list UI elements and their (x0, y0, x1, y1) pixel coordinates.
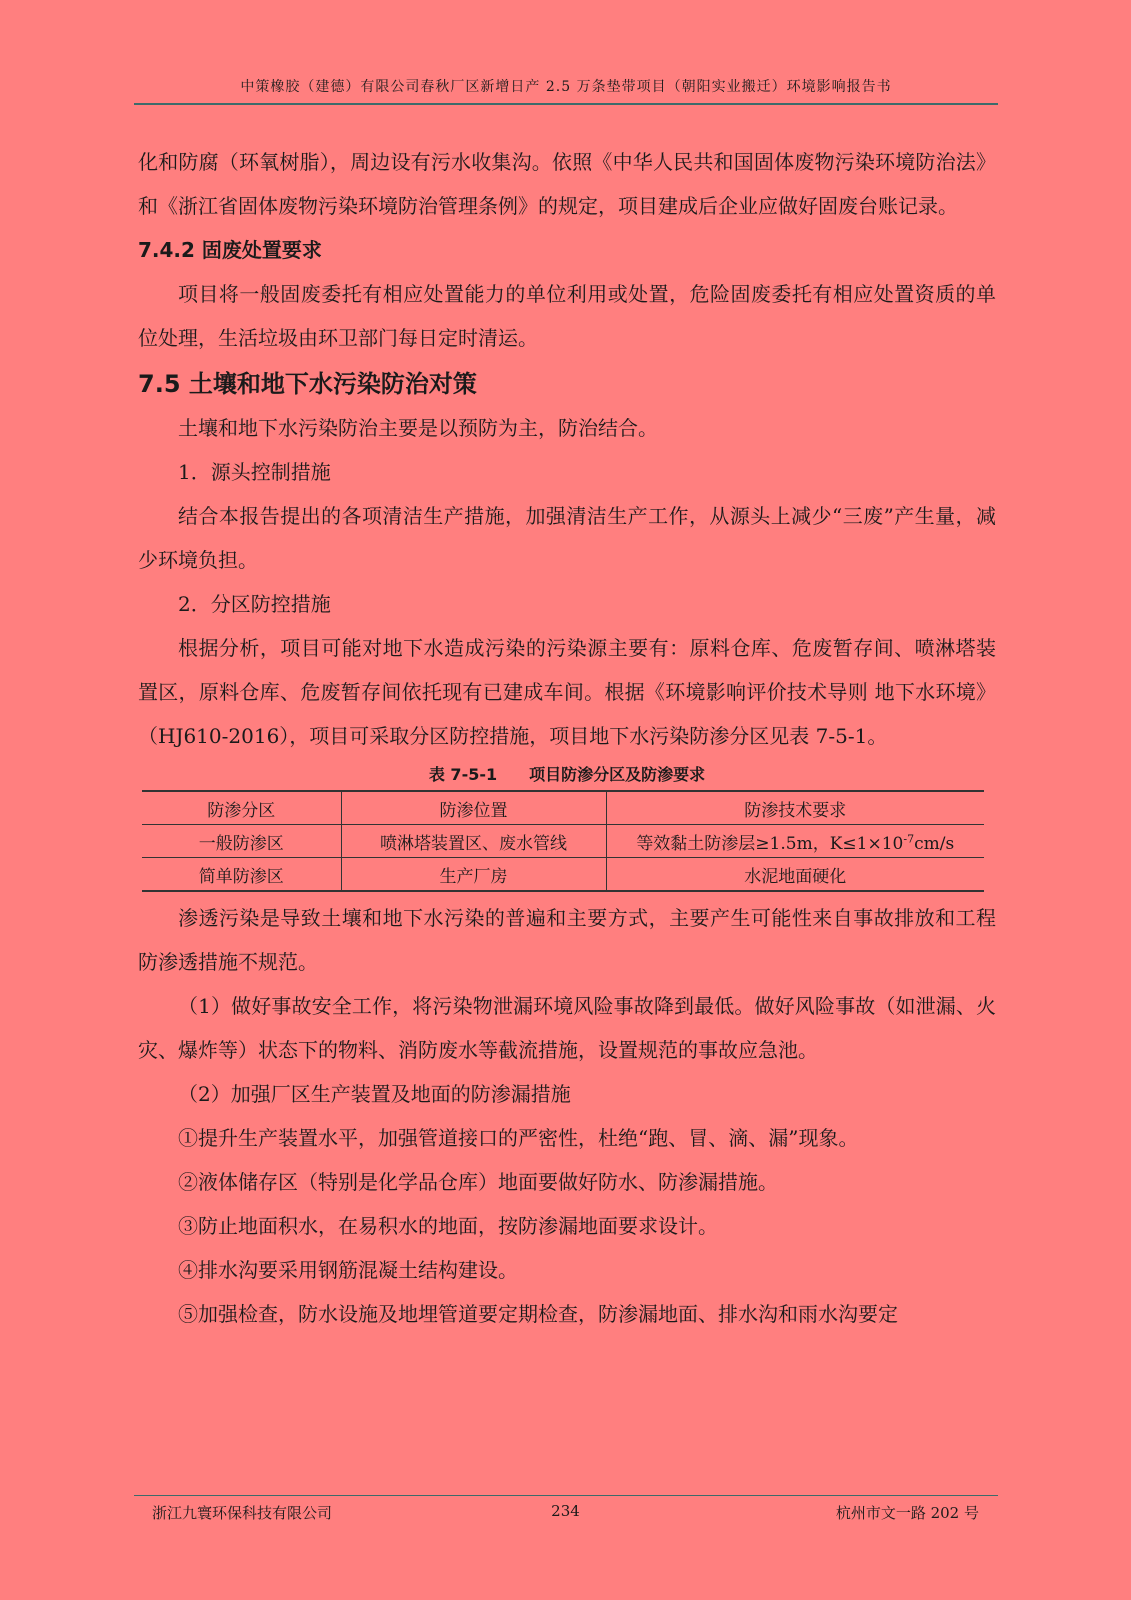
table-cell-requirement (606, 825, 984, 858)
table-cell-location: 喷淋塔装置区、废水管线 (341, 825, 606, 858)
requirement-unit: cm/s (914, 833, 955, 854)
paragraph-continuation: 化和防腐（环氧树脂），周边设有污水收集沟。依照《中华人民共和国固体废物污染环境防治法》和《浙江省固体废物污染环境防治管理条例》的规定，项目建成后企业应做好固废台账记录。 (138, 150, 996, 218)
table-row (142, 858, 984, 892)
table-header-cell: 防渗位置 (341, 791, 606, 825)
footer-divider (134, 1495, 998, 1496)
table-cell-location: 生产厂房 (341, 858, 606, 892)
paragraph-measure-2: （2）加强厂区生产装置及地面的防渗漏措施 (178, 1082, 571, 1106)
page-header: 中策橡胶（建德）有限公司春秋厂区新增日产 2.5 万条垫带项目（朝阳实业搬迁）环境影响报告书 (240, 79, 892, 95)
requirement-text: 等效黏土防渗层≥1.5m，K≤1×10 (636, 833, 904, 854)
table-caption-number: 表 7-5-1 (428, 765, 498, 784)
list-item-5: ⑤加强检查，防水设施及地埋管道要定期检查，防渗漏地面、排水沟和雨水沟要定 (178, 1302, 898, 1326)
table-caption (138, 760, 996, 790)
table-row (142, 825, 984, 858)
page-body (138, 140, 996, 1336)
page-number: 234 (551, 1502, 580, 1520)
section-heading-7-4-2: 7.4.2 固废处置要求 (138, 238, 322, 262)
requirement-exponent: -7 (903, 831, 915, 845)
paragraph-zone-control: 根据分析，项目可能对地下水造成污染的污染源主要有：原料仓库、危废暂存间、喷淋塔装置区，原料仓库、危废暂存间依托现有已建成车间。根据《环境影响评价技术导则 地下水环境》（HJ610-2016），项目可采取分区防控措施，项目地下水污染防渗分区见表 7-5-1。 (138, 636, 996, 748)
header-divider (134, 103, 998, 105)
seepage-zone-table (142, 790, 984, 892)
table-header-row (142, 791, 984, 825)
table-cell-requirement: 水泥地面硬化 (606, 858, 984, 892)
list-item-3: ③防止地面积水，在易积水的地面，按防渗漏地面要求设计。 (178, 1214, 718, 1238)
list-item-1: ①提升生产装置水平，加强管道接口的严密性，杜绝“跑、冒、滴、漏”现象。 (178, 1126, 859, 1150)
table-cell-zone: 一般防渗区 (142, 825, 341, 858)
footer-address: 杭州市文一路 202 号 (835, 1504, 979, 1522)
subheading-source-control: 1．源头控制措施 (178, 460, 331, 484)
paragraph-source-control: 结合本报告提出的各项清洁生产措施，加强清洁生产工作，从源头上减少“三废”产生量，减少环境负担。 (138, 504, 996, 572)
table-caption-title: 项目防渗分区及防渗要求 (529, 765, 706, 784)
section-heading-7-5: 7.5 土壤和地下水污染防治对策 (138, 370, 477, 398)
table-header-cell: 防渗分区 (142, 791, 341, 825)
footer-company: 浙江九寰环保科技有限公司 (152, 1504, 333, 1522)
paragraph-measure-1: （1）做好事故安全工作，将污染物泄漏环境风险事故降到最低。做好风险事故（如泄漏、火灾、爆炸等）状态下的物料、消防废水等截流措施，设置规范的事故应急池。 (138, 994, 996, 1062)
table-cell-zone: 简单防渗区 (142, 858, 341, 892)
paragraph-waste-disposal: 项目将一般固废委托有相应处置能力的单位利用或处置，危险固废委托有相应处置资质的单位处理，生活垃圾由环卫部门每日定时清运。 (138, 282, 996, 350)
subheading-zone-control: 2．分区防控措施 (178, 592, 331, 616)
paragraph-intro: 土壤和地下水污染防治主要是以预防为主，防治结合。 (178, 416, 658, 440)
list-item-4: ④排水沟要采用钢筋混凝土结构建设。 (178, 1258, 518, 1282)
paragraph-seepage: 渗透污染是导致土壤和地下水污染的普遍和主要方式，主要产生可能性来自事故排放和工程防渗透措施不规范。 (138, 906, 996, 974)
list-item-2: ②液体储存区（特别是化学品仓库）地面要做好防水、防渗漏措施。 (178, 1170, 778, 1194)
table-header-cell: 防渗技术要求 (606, 791, 984, 825)
